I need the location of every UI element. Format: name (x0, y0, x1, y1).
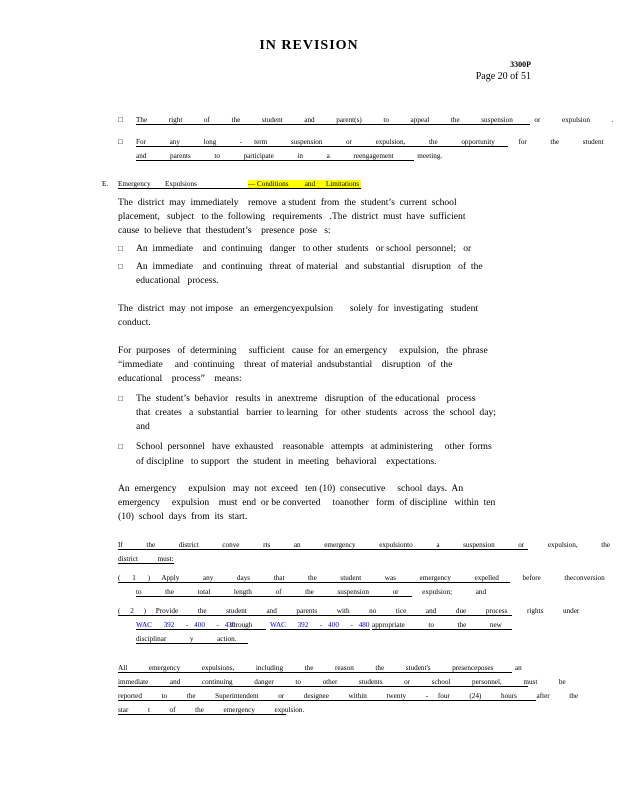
para1-line: placement, subject to the following requirements .The district must have sufficient (118, 211, 466, 222)
para1-line: cause to believe that thestudent’s presence pose s: (118, 225, 331, 236)
bullet1-line: An immediate and continuing danger to other students or school personnel; or (136, 243, 472, 254)
revision1-line: If the district conve rts an emergency expulsionto a suspension or expulsion, the (118, 541, 610, 549)
revision3-line: disciplinar y action. (136, 635, 248, 644)
bullet-icon: □ (118, 442, 123, 451)
para4-line: (10) school days from its start. (118, 511, 248, 522)
section-letter: E. (102, 180, 109, 188)
text: The right of the student and parent(s) to appeal the suspension or expulsion . (136, 116, 614, 124)
para4-line: An emergency expulsion may not exceed ten (10) consecutive school days. An (118, 483, 464, 494)
bullet2-line: of discipline to support the student in meeting behavioral expectations. (136, 456, 437, 467)
para3-line: educational process” means: (118, 373, 242, 384)
para2-line: The district may not impose an emergencyexpulsion solely for investigating student (118, 303, 479, 314)
bullet2-line: that creates a substantial barrier to learning for other students across the school day; (136, 407, 496, 418)
para1-line: The district may immediately remove a student from the student’s current school (118, 197, 457, 208)
page-title: IN REVISION (259, 38, 359, 53)
through-text: through (230, 621, 266, 630)
para4-line: emergency expulsion must end or be converted toanother form of discipline within ten (118, 497, 496, 508)
revision4-line: All emergency expulsions, including the reason the student's presenceposes an (118, 664, 522, 672)
page-number: Page 20 of 51 (475, 71, 531, 82)
revision2-line: ( 1 ) Apply any days that the student was emergency expelled before theconversion (118, 574, 605, 582)
bullet1-line: An immediate and continuing threat of material and substantial disruption of the (136, 261, 483, 272)
revision1-line: district must: (118, 555, 174, 563)
bullet-icon: □ (118, 115, 123, 124)
wac-link-b[interactable]: WAC 392 - 400 - 480 (270, 621, 370, 629)
revision3-rest: appropriate to the new (372, 621, 512, 630)
bullet-icon: □ (118, 137, 123, 146)
bullet2-line: The student’s behavior results in anextreme disruption of the educational process (136, 393, 476, 404)
bullet-icon: □ (118, 262, 123, 271)
revision3-line: ( 2 ) Provide the student and parents with no tice and due process rights under (118, 607, 580, 615)
reengagement-line-1: For any long - term suspension or expulsion, the opportunity for the student (136, 138, 604, 146)
revision4-line: star t of the emergency expulsion. (118, 706, 305, 714)
reengagement-line-2: and parents to participate in a reengagement meeting. (136, 152, 443, 160)
policy-code: 3300P (510, 60, 531, 69)
revision2-line: to the total length of the suspension or expulsion; and (136, 588, 487, 596)
bullet-icon: □ (118, 244, 123, 253)
appeal-right-line (136, 116, 614, 125)
para3-line: “immediate and continuing threat of material andsubstantial disruption of the (118, 359, 453, 370)
para2-line: conduct. (118, 317, 151, 328)
revision4-line: immediate and continuing danger to other students or school personnel, must be (118, 678, 566, 686)
bullet2-line: and (136, 421, 150, 432)
revision4-line: reported to the Superintendent or designee within twenty - four (24) hours after the (118, 692, 579, 700)
wac-link-a[interactable]: WAC 392 - 400 - 430 (136, 621, 236, 629)
section-heading-a: Emergency Expulsions (118, 180, 248, 189)
para3-line: For purposes of determining sufficient cause for an emergency expulsion, the phrase (118, 345, 488, 356)
section-heading-b: — Conditions and Limitations (248, 180, 360, 188)
bullet2-line: School personnel have exhausted reasonable attempts at administering other forms (136, 441, 492, 452)
bullet-icon: □ (118, 394, 123, 403)
bullet1-line: educational process. (136, 275, 219, 286)
